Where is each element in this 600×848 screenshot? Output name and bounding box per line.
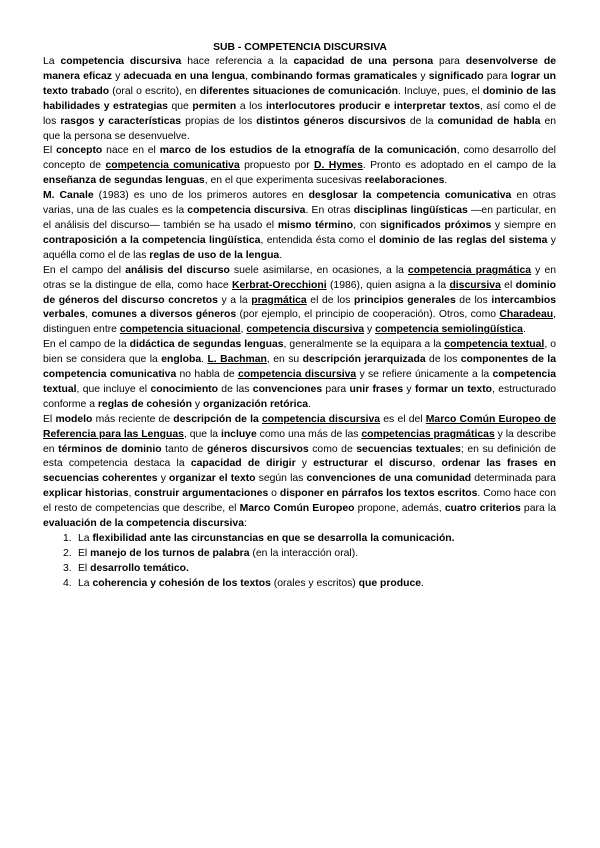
link-competencia-pragmatica[interactable]: competencia pragmática <box>408 264 532 276</box>
list-number: 3. <box>63 562 72 574</box>
document-body <box>43 55 556 592</box>
link-pragmatica[interactable]: pragmática <box>251 294 307 306</box>
list-number: 4. <box>63 577 72 589</box>
paragraph-discourse-analysis: En el campo del análisis del discurso suele asimilarse, en ocasiones, a la competencia pragmática y en otras se la distingue de ella, como hace Kerbrat-Orecchioni (1986), quien asigna a la discursiva el dominio de géneros del discurso concretos y a la pragmática el de los principios generales de los intercambios verbales, comunes a diversos géneros (por ejemplo, el principio de cooperación). Otros, como Charadeau, distinguen entre competencia situacional, competencia discursiva y competencia semiolingüística. <box>43 264 557 336</box>
paragraph-didactics: En el campo de la didáctica de segundas lenguas, generalmente se la equipara a la competencia textual, o bien se considera que la engloba. L. Bachman, en su descripción jerarquizada de los componentes de la competencia comunicativa no habla de competencia discursiva y se refiere únicamente a la competencia textual, que incluye el conocimiento de las convenciones para unir frases y formar un texto, estructurado conforme a reglas de cohesión y organización retórica. <box>43 339 556 410</box>
link-discursiva[interactable]: discursiva <box>449 279 501 291</box>
list-item: 1. La flexibilidad ante las circunstancias en que se desarrolla la comunicación. <box>43 532 556 547</box>
list-item: 2. El manejo de los turnos de palabra (en la interacción oral). <box>43 547 556 562</box>
link-competencias-pragmaticas[interactable]: competencias pragmáticas <box>361 428 495 440</box>
link-competencia-textual[interactable]: competencia textual <box>444 339 545 351</box>
link-l-bachman[interactable]: L. Bachman <box>207 354 267 366</box>
link-d-hymes[interactable]: D. Hymes <box>314 160 363 172</box>
list-number: 1. <box>63 533 72 544</box>
link-competencia-situacional[interactable]: competencia situacional <box>119 324 241 336</box>
link-competencia-semiolinguistica[interactable]: competencia semiolingüística <box>375 324 523 336</box>
link-competencia-discursiva-2[interactable]: competencia discursiva <box>237 369 357 381</box>
paragraph-mcer: El modelo más reciente de descripción de la competencia discursiva es el del Marco Común Europeo de Referencia para las Lenguas, que la incluye como una más de las competencias pragmáticas y la describe en términos de dominio tanto de géneros discursivos como de secuencias textuales; en su definición de esta competencia destaca la capacidad de dirigir y estructurar el discurso, ordenar las frases en secuencias coherentes y organizar el texto según las convenciones de una comunidad determinada para explicar historias, construir argumentaciones o disponer en párrafos los textos escritos. Como hace con el resto de competencias que describe, el Marco Común Europeo propone, además, cuatro criterios para la evaluación de la competencia discursiva: <box>43 413 556 530</box>
document-title: SUB - COMPETENCIA DISCURSIVA <box>213 42 387 53</box>
link-kerbrat-orecchioni[interactable]: Kerbrat-Orecchioni <box>231 279 327 291</box>
list-item: 4. La coherencia y cohesión de los textos (orales y escritos) que produce. <box>43 577 556 592</box>
link-marco-comun-europeo[interactable]: Marco Común Europeo de Referencia para las Lenguas <box>43 413 556 440</box>
paragraph-origin: El concepto nace en el marco de los estudios de la etnografía de la comunicación, como desarrollo del concepto de competencia comunicativa propuesto por D. Hymes. Pronto es adoptado en el campo de la enseñanza de segundas lenguas, en el que experimenta sucesivas reelaboraciones. <box>43 145 556 187</box>
paragraph-definition: La competencia discursiva hace referencia a la capacidad de una persona para desenvolverse de manera eficaz y adecuada en una lengua, combinando formas gramaticales y significado para lograr un texto trabado (oral o escrito), en diferentes situaciones de comunicación. Incluye, pues, el dominio de las habilidades y estrategias que permiten a los interlocutores producir e interpretar textos, así como el de los rasgos y características propias de los distintos géneros discursivos de la comunidad de habla en que la persona se desenvuelve. <box>43 56 557 142</box>
paragraph-canale: M. Canale (1983) es uno de los primeros autores en desglosar la competencia comunicativa en otras varias, una de las cuales es la competencia discursiva. En otras disciplinas lingüísticas —en particular, en el análisis del discurso— también se ha usado el mismo término, con significados próximos y siempre en contraposición a la competencia lingüística, entendida ésta como el dominio de las reglas del sistema y aquélla como el de las reglas de uso de la lengua. <box>43 190 557 261</box>
link-competencia-discursiva-3[interactable]: competencia discursiva <box>261 413 381 425</box>
link-charadeau[interactable]: Charadeau <box>499 309 554 321</box>
link-competencia-comunicativa[interactable]: competencia comunicativa <box>105 160 240 172</box>
link-competencia-discursiva[interactable]: competencia discursiva <box>246 324 365 336</box>
criteria-list <box>43 532 556 592</box>
list-item: 3. El desarrollo temático. <box>43 562 556 577</box>
list-number: 2. <box>63 547 72 559</box>
